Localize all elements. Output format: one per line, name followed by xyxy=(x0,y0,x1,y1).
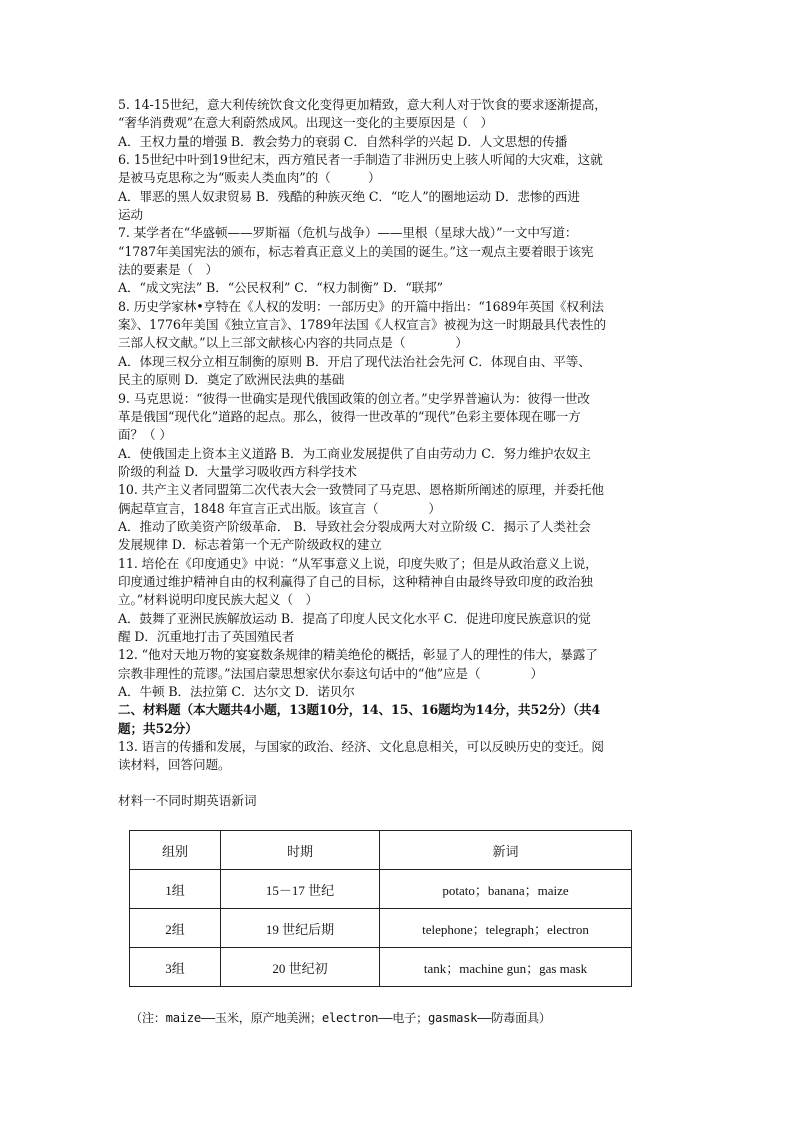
header-cell: 新词 xyxy=(380,831,632,870)
text-line: 5. 14-15世纪，意大利传统饮食文化变得更加精致，意大利人对于饮食的要求逐渐提高， xyxy=(118,97,607,112)
table-row xyxy=(130,870,632,909)
text-line: 12. “他对天地万物的宴宴数条规律的精美绝伦的概括，彰显了人的理性的伟大，暴露了 xyxy=(118,647,598,663)
text-line: A．牛顿 B．法拉第 C．达尔文 D．诺贝尔 xyxy=(118,684,355,699)
text-line: A．体现三权分立相互制衡的原则 B．开启了现代法治社会先河 C．体现自由、平等、 xyxy=(118,353,591,369)
text-line: 民主的原则 D．奠定了欧洲民法典的基础 xyxy=(118,372,345,388)
table-row xyxy=(130,909,632,948)
section-heading-cont: 题；共52分） xyxy=(118,720,198,736)
new-words-table xyxy=(129,830,632,987)
table-row xyxy=(130,948,632,987)
table-cell: tank；machine gun；gas mask xyxy=(380,948,632,987)
header-cell: 时期 xyxy=(221,831,380,870)
text-line: 立。”材料说明印度民族大起义（ ） xyxy=(118,592,318,608)
text-line: 醒 D．沉重地打击了英国殖民者 xyxy=(118,628,295,644)
text-line: 革是俄国“现代化”道路的起点。那么，彼得一世改革的“现代”色彩主要体现在哪一方 xyxy=(118,408,581,424)
table-cell: telephone；telegraph；electron xyxy=(380,909,632,948)
text-line: 案》、1776年美国《独立宣言》、1789年法国《人权宣言》被视为这一时期最具代表性的 xyxy=(118,317,606,333)
table-header-row xyxy=(130,831,632,870)
text-line: 7. 某学者在“华盛顿——罗斯福（危机与战争）——里根（星球大战）”一文中写道： xyxy=(118,225,578,241)
text-line: 8. 历史学家林•亨特在《人权的发明：一部历史》的开篇中指出：“1689年英国《权利法 xyxy=(118,298,604,314)
table-cell: 15－17 世纪 xyxy=(221,870,380,909)
text-line: 6. 15世纪中叶到19世纪末，西方殖民者一手制造了非洲历史上骇人听闻的大灾难，这就 xyxy=(118,152,603,168)
text-line: 是被马克思称之为“贩卖人类血肉”的（ ） xyxy=(118,170,381,186)
text-line: 11. 培伦在《印度通史》中说：“从军事意义上说，印度失败了；但是从政治意义上说， xyxy=(118,555,598,571)
text-line: 俩起草宣言，1848 年宣言正式出版。该宣言（ ） xyxy=(118,500,441,516)
text-line: A．使俄国走上资本主义道路 B．为工商业发展提供了自由劳动力 C．努力维护农奴主 xyxy=(118,445,591,461)
table-cell: potato；banana；maize xyxy=(380,870,632,909)
material-caption: 材料一不同时期英语新词 xyxy=(118,793,257,808)
text-line: 读材料，回答问题。 xyxy=(118,757,231,773)
table-note: （注：maize——玉米，原产地美洲；electron——电子；gasmask——防毒面具） xyxy=(130,1011,551,1025)
table-cell: 2组 xyxy=(130,909,221,948)
text-line: A．罪恶的黑人奴隶贸易 B．残酷的种族灭绝 C．“吃人”的圈地运动 D．悲惨的西进 xyxy=(118,188,580,204)
section-heading: 二、材料题（本大题共4小题，13题10分，14、15、16题均为14分，共52分）（共4 xyxy=(118,702,601,718)
text-line: A．王权力量的增强 B．教会势力的衰弱 C．自然科学的兴起 D．人文思想的传播 xyxy=(118,133,568,149)
text-line: A．推动了欧美资产阶级革命． B．导致社会分裂成两大对立阶级 C．揭示了人类社会 xyxy=(118,518,591,534)
text-line: A．“成文宪法” B．“公民权利” C．“权力制衡” D．“联邦” xyxy=(118,280,443,296)
text-line: 印度通过维护精神自由的权利赢得了自己的目标，这种精神自由最终导致印度的政治独 xyxy=(118,573,593,589)
text-line: A．鼓舞了亚洲民族解放运动 B．提高了印度人民文化水平 C．促进印度民族意识的觉 xyxy=(118,610,591,626)
table-cell: 1组 xyxy=(130,870,221,909)
text-line: 9. 马克思说：“彼得一世确实是现代俄国政策的创立者。”史学界普遍认为：彼得一世改 xyxy=(118,390,590,406)
text-line: 面？（ ） xyxy=(118,427,172,443)
header-cell: 组别 xyxy=(130,831,221,870)
text-line: 10. 共产主义者同盟第二次代表大会一致赞同了马克思、恩格斯所阐述的原理，并委托他 xyxy=(118,482,604,498)
text-line: 运动 xyxy=(118,207,143,223)
text-line: “1787年美国宪法的颁布，标志着真正意义上的美国的诞生。”这一观点主要着眼于该宪 xyxy=(118,243,594,259)
table-cell: 20 世纪初 xyxy=(221,948,380,987)
text-line: 法的要素是（ ） xyxy=(118,262,218,278)
text-line: 13. 语言的传播和发展，与国家的政治、经济、文化息息相关，可以反映历史的变迁。阅 xyxy=(118,739,604,755)
text-line: 发展规律 D．标志着第一个无产阶级政权的建立 xyxy=(118,537,382,553)
table-cell: 3组 xyxy=(130,948,221,987)
question-text xyxy=(118,96,678,775)
text-line: 阶级的利益 D．大量学习吸收西方科学技术 xyxy=(118,463,357,479)
text-line: “奢华消费观”在意大利蔚然成风。出现这一变化的主要原因是（ ） xyxy=(118,115,493,131)
text-line: 宗教非理性的荒谬。”法国启蒙思想家伏尔泰这句话中的“他”应是（ ） xyxy=(118,665,544,681)
table-cell: 19 世纪后期 xyxy=(221,909,380,948)
text-line: 三部人权文献。”以上三部文献核心内容的共同点是（ ） xyxy=(118,335,468,351)
